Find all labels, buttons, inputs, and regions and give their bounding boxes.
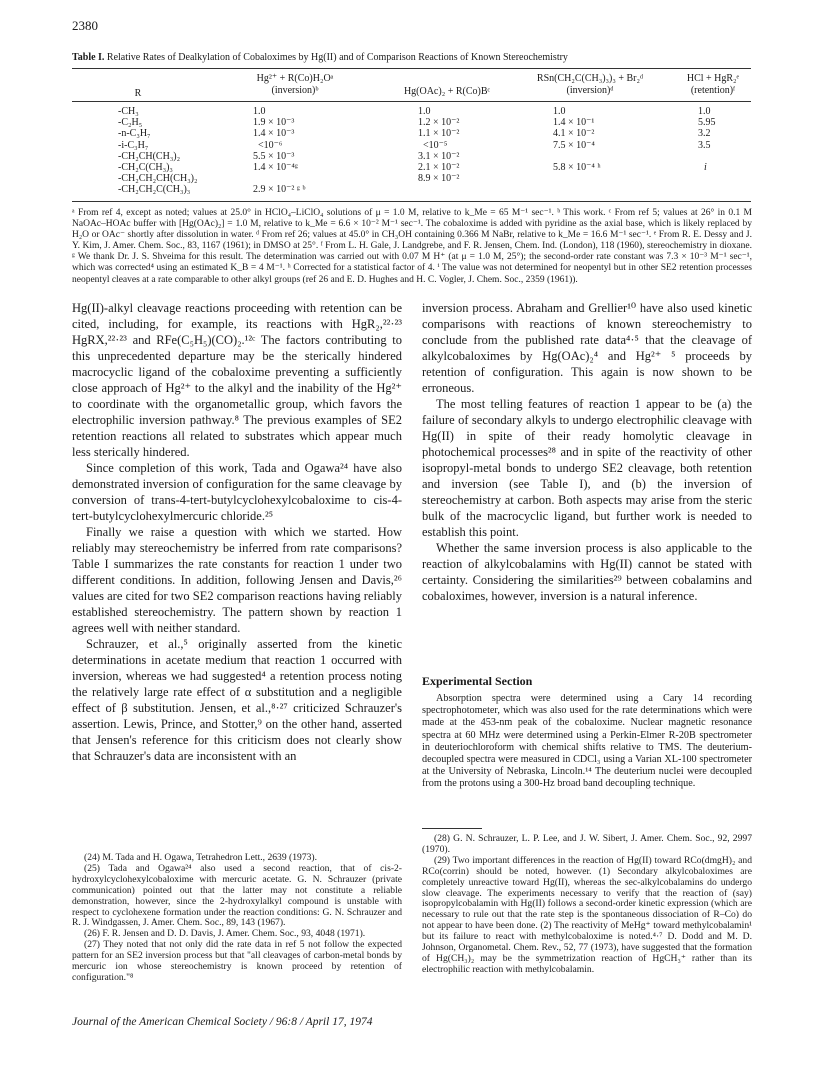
table-cell: 3.5 <box>698 139 711 151</box>
table-cell: 5.5 × 10⁻³ <box>253 150 295 162</box>
table-footnotes: ᵃ From ref 4, except as noted; values at 25.0° in HClO₄–LiClO₄ solutions of μ = 1.0 M, relative to k_Me = 65 M⁻¹ sec⁻¹. ᵇ This work. ᶜ From ref 5; values at 26° in 0.1 M NaOAc–HOAc buffer with [Hg(OAc)₂] = 1.0 M, relative to k_Me = 6.6 × 10⁻² M⁻¹ sec⁻¹. The cobaloxime is added with pyridine as the axial base, which is likely replaced by H₂O or OAc⁻ shortly after dissolution in water. ᵈ From ref 26; values at 45.0° in CH₃OH containing 0.366 M NaBr, relative to k_Me = 16.6 M⁻¹ sec⁻¹. ᵉ From R. E. Dessy and J. Y. Kim, J. Amer. Chem. Soc., 83, 1167 (1961); in DMSO at 25°. ᶠ From L. H. Gale, J. Landgrebe, and F. R. Jensen, Chem. Ind. (London), 118 (1960), stereochemistry in dioxane. ᵍ We thank Dr. J. S. Shveima for this result. The determination was carried out with 0.07 M H⁺ (at μ = 1.0 M, 25°); the second-order rate constant was 7.3 × 10⁻³ M⁻¹ sec⁻¹, which was corrected⁴ using an estimated K_B = 4 M⁻¹. ʰ Corrected for a statistical factor of 4. ⁱ The value was not determined for neopentyl but in other SE2 retention processes neopentyl cleaves at a rate comparable to other alkyl groups (ref 26 and E. D. Hughes and H. C. Vogler, J. Chem. Soc., 2359 (1961)). <box>72 208 752 285</box>
table-cell: -i-C₃H₇ <box>118 139 149 151</box>
header-col1-line1: Hg²⁺ + R(Co)H₂Oᵃ <box>256 73 334 84</box>
table-header-rule <box>72 101 751 102</box>
table-cell: -CH₂CH(CH₃)₂ <box>118 150 181 162</box>
table-bottom-rule <box>72 201 751 202</box>
experimental-text <box>422 693 752 791</box>
table-cell: 7.5 × 10⁻⁴ <box>553 139 595 151</box>
table-cell: -CH₂CH₂C(CH₃)₃ <box>118 184 191 196</box>
header-col3 <box>510 73 670 97</box>
table-cell: 2.1 × 10⁻² <box>418 161 460 173</box>
table-caption <box>72 52 752 63</box>
table-cell: 1.0 <box>418 106 431 117</box>
table-cell: 1.0 <box>253 106 266 117</box>
table-cell <box>253 173 306 184</box>
header-col3-line1: RSn(CH₂C(CH₃)₃)₃ + Br₂ᵈ <box>536 73 644 84</box>
table-col-r <box>118 106 198 196</box>
table-cell: -CH₂C(CH₃)₃ <box>118 161 173 173</box>
reference-item: (26) F. R. Jensen and D. D. Davis, J. Amer. Chem. Soc., 93, 4048 (1971). <box>84 928 366 940</box>
table-cell: 1.2 × 10⁻² <box>418 117 460 129</box>
table-cell <box>698 151 716 162</box>
header-col4-line2: (retention)ᶠ <box>690 85 736 96</box>
table-cell: 1.1 × 10⁻² <box>418 128 460 140</box>
table-col-2 <box>418 106 459 196</box>
table-cell <box>553 173 601 184</box>
table-cell: 1.4 × 10⁻⁴ᵍ <box>253 161 298 173</box>
header-col1-line2: (inversion)ᵇ <box>271 85 319 96</box>
reference-item: (29) Two important differences in the reaction of Hg(II) toward RCo(dmgH)₂ and RCo(corrin) should be noted, however. (1) Secondary alkylcobaloximes are completely unreactive toward Hg(II), whereas the sec-alkylcobalamins do undergo slow cleavage. The experiments necessary to verify that the reaction of (say) isopropylcobalamin with Hg(II) follows a second-order kinetic expression (which are necessary to rule out that the rate step is the spontaneous dissociation of R–Co) do not appear to have been done. (2) The reactivity of MeHg⁺ toward methylcobalamin¹ but its failure to react with methylcobaloxime is noted.⁴·⁷ D. Dodd and M. D. Johnson, Organometal. Chem. Rev., 52, 77 (1973), have suggested that the formation of Hg(CH₃)₂ may be the symmetrization reaction of HgCH₃⁺ rather than its electrophilic reaction with methylcobalamin. <box>422 854 752 975</box>
header-r: R <box>134 88 142 99</box>
paragraph: Since completion of this work, Tada and Ogawa²⁴ have also demonstrated inversion of configuration for the same cleavage by conversion of trans-4-tert-butylcyclohexylcobaloxime to cis-4-tert-butylcyclohexylmercuric chloride.²⁵ <box>72 461 402 523</box>
header-col4-line1: HCl + HgR₂ᵉ <box>686 73 740 84</box>
left-references <box>72 853 402 984</box>
table-cell <box>553 184 601 195</box>
table-cell: <10⁻⁵ <box>423 139 448 151</box>
table-cell: 3.2 <box>698 128 711 140</box>
table-cell <box>553 151 601 162</box>
left-column-text <box>72 300 402 764</box>
reference-item: (27) They noted that not only did the rate data in ref 5 not follow the expected pattern for an SE2 inversion process but that "all cleavages of carbon-metal bonds by mercuric ion whose stereochemistry is known proceed by retention of configuration."⁸ <box>72 939 402 983</box>
header-col2: Hg(OAc)₂ + R(Co)Bᶜ <box>403 86 491 97</box>
table-cell: 3.1 × 10⁻² <box>418 150 460 162</box>
reference-item: (25) Tada and Ogawa²⁴ also used a second reaction, that of cis-2-hydroxylcyclohexylcobaloxime with mercuric acetate. G. N. Schrauzer (private communication) pointed out that the latter may not constitute a reliable demonstration, however, since the 2-hydroxylalkyl compound is unstable with respect to cyclohexene formation under the reaction conditions: G. N. Schrauzer and R. J. Windgassen, J. Amer. Chem. Soc., 89, 143 (1967). <box>72 862 402 929</box>
table-cell: -CH₃ <box>118 106 139 117</box>
table-cell: 8.9 × 10⁻² <box>418 173 460 185</box>
table-cell: <10⁻⁶ <box>258 139 283 151</box>
paragraph: Whether the same inversion process is also applicable to the reaction of alkylcobalamins with Hg(II) cannot be stated with certainty. Considering the similarities²⁹ between cobalamins and cobaloximes, however, inversion is a natural inference. <box>422 541 752 603</box>
paragraph: Hg(II)-alkyl cleavage reactions proceeding with retention can be cited, including, for example, its reactions with HgR₂,²²·²³ HgRX,²²·²³ and RFe(C₅H₅)(CO)₂.¹²ᶜ The factors contributing to this unprecedented departure may be the sterically hindered macrocyclic ligand of the cobaloxime preventing a sufficiently close approach of Hg²⁺ to the alkyl and the inability of the Hg²⁺ to coordinate with the organometallic group, which favors the electrophilic inversion pathway.⁸ The previous examples of SE2 retention reactions all related to substrates which appear much less sterically hindered. <box>72 301 402 459</box>
table-col-1 <box>253 106 306 196</box>
header-col1 <box>220 73 370 97</box>
table-cell: -n-C₃H₇ <box>118 128 151 140</box>
footnote-rule <box>422 828 482 829</box>
table-col-4 <box>698 106 716 196</box>
paragraph: Absorption spectra were determined using a Cary 14 recording spectrophotometer, which was also used for the rate determinations which were made at the 453-nm peak of the cobaloxime. Nuclear magnetic resonance spectra at 60 MHz were determined using a Perkin-Elmer R-20B spectrometer in deuteriochloroform with chemical shifts relative to TMS. The deuterium-decoupled spectra were measured in CDCl₃ using a Varian XL-100 spectrometer at the University of Nebraska, Lincoln.¹⁴ The deuterium nuclei were decoupled from the protons using a 300-Hz broad band decoupling technique. <box>422 693 752 790</box>
right-column-text <box>422 300 752 604</box>
journal-footer: Journal of the American Chemical Society / 96:8 / April 17, 1974 <box>72 1016 373 1028</box>
table-cell: 5.8 × 10⁻⁴ ʰ <box>553 161 601 173</box>
table-cell: i <box>704 161 707 173</box>
table-cell: 4.1 × 10⁻² <box>553 128 595 140</box>
paragraph: The most telling features of reaction 1 appear to be (a) the failure of secondary alkyls to undergo electrophilic cleavage with Hg(II) in spite of their ready homolytic cleavage in photochemical processes²⁸ and in spite of the reactivity of other isopropyl-metal bonds to undergo SE2 cleavage, both retention and inversion (see Table I), and (b) the inversion of stereochemistry at carbon. Both aspects may arise from the steric bulk of the macrocyclic ligand, but further work is needed to establish this point. <box>422 397 752 539</box>
table-cell: 1.0 <box>553 106 566 117</box>
table-caption-label: Table I. <box>72 52 105 63</box>
paragraph: Finally we raise a question with which we started. How reliably may stereochemistry be inferred from rate comparisons? Table I summarizes the rate constants for reaction 1 under two different conditions. In addition, following Jensen and Davis,²⁶ values are cited for two SE2 comparison reactions having reliably established stereochemistry. The pattern shown by reaction 1 agrees well with neither standard. <box>72 525 402 635</box>
table-cell: 2.9 × 10⁻² ᵍ ᵇ <box>253 184 306 196</box>
header-col3-line2: (inversion)ᵈ <box>566 85 614 96</box>
header-col4 <box>668 73 758 97</box>
table-cell <box>418 184 459 195</box>
table-cell: -C₂H₅ <box>118 117 143 129</box>
table-col-3 <box>553 106 601 196</box>
table-cell: 5.95 <box>698 117 716 129</box>
page-number: 2380 <box>72 18 98 33</box>
paragraph: inversion process. Abraham and Grellier¹⁰ have also used kinetic comparisons with reactions of known stereochemistry to conclude from the published rate data⁴·⁵ that the cleavage of alkylcobaloximes by Hg(OAc)₂⁴ and Hg²⁺ ⁵ proceeds by retention of configuration. This again is now shown to be erroneous. <box>422 301 752 395</box>
reference-item: (24) M. Tada and H. Ogawa, Tetrahedron Lett., 2639 (1973). <box>84 852 318 863</box>
right-references <box>422 834 752 976</box>
table-cell: 1.4 × 10⁻¹ <box>553 117 595 129</box>
experimental-heading: Experimental Section <box>422 674 533 688</box>
table-cell: -CH₂CH₂CH(CH₃)₂ <box>118 173 198 185</box>
table-cell: 1.0 <box>698 106 711 117</box>
reference-item: (28) G. N. Schrauzer, L. P. Lee, and J. W. Sibert, J. Amer. Chem. Soc., 92, 2997 (1970). <box>422 833 752 855</box>
paragraph: Schrauzer, et al.,⁵ originally asserted from the kinetic determinations in acetate medium that reaction 1 occurred with inversion, whereas we had suggested⁴ a retention process noting the relatively large rate effect of α substitution and a negligible effect of β substitution. Jensen, et al.,⁸·²⁷ criticized Schrauzer's assertion. Lewis, Prince, and Stotter,⁹ on the other hand, asserted that Jensen's reference for this criticism does not clearly show that Schrauzer's data are inconsistent with an <box>72 637 402 763</box>
table-cell: 1.4 × 10⁻³ <box>253 128 295 140</box>
table-cell <box>698 173 716 184</box>
table-cell <box>698 184 716 195</box>
table-top-rule <box>72 68 751 69</box>
table-cell: 1.9 × 10⁻³ <box>253 117 295 129</box>
table-caption-text: Relative Rates of Dealkylation of Cobaloximes by Hg(II) and of Comparison Reactions of Known Stereochemistry <box>106 52 568 63</box>
